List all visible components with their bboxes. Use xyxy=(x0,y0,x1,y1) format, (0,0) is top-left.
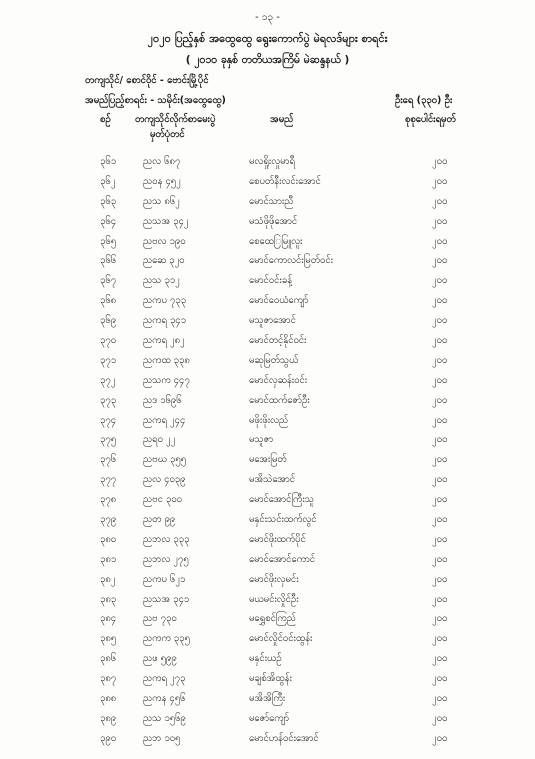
row-serial: ၃၇၇ xyxy=(100,474,117,486)
row-votes: ၂၀၀ xyxy=(432,514,448,526)
row-name: မသူဇာအောင် xyxy=(249,315,296,327)
table-row xyxy=(0,251,535,271)
row-serial: ၃၇၅ xyxy=(100,434,117,446)
row-name: မောင်သားညီ xyxy=(249,195,294,207)
column-header-registration: တကျသိုင်လိုက်စာမေးပွဲ xyxy=(135,114,216,125)
row-votes: ၂၀၀ xyxy=(432,454,448,466)
row-name: မသူဇာ xyxy=(249,434,274,446)
row-registration: ညတ ၉၉ xyxy=(143,514,176,526)
row-serial: ၃၇၈ xyxy=(100,494,117,506)
row-registration: ညကန ၄၅၆ xyxy=(143,693,186,705)
row-name: မဆုမြတ်သွယ် xyxy=(249,354,299,366)
row-serial: ၃၇၉ xyxy=(100,514,117,526)
document-subtitle: ( ၂၀၁၀ ခုနှစ် တတိယအကြိမ် မဲဆန္ဒနယ် ) xyxy=(185,54,350,66)
table-row xyxy=(0,470,535,490)
row-name: မောင်ဖိုးလှမင်း xyxy=(249,573,299,585)
table-row xyxy=(0,271,535,291)
row-votes: ၂၀၀ xyxy=(432,295,448,307)
table-row xyxy=(0,351,535,371)
row-votes: ၂၀၀ xyxy=(432,633,448,645)
row-registration: ညကထ ၃၃၈ xyxy=(143,354,190,366)
column-header-serial: စဉ် xyxy=(100,114,111,125)
row-serial: ၃၈၆ xyxy=(100,653,117,665)
row-registration: ညဗဃ ၃၅၅ xyxy=(143,454,186,466)
column-header-name: အမည် xyxy=(270,114,294,125)
row-serial: ၃၆၆ xyxy=(100,255,117,267)
table-row xyxy=(0,510,535,530)
table-row xyxy=(0,530,535,550)
row-votes: ၂၀၀ xyxy=(432,414,448,426)
row-registration: ညရ၀ ၂၂ xyxy=(143,434,176,446)
table-row xyxy=(0,152,535,172)
row-name: မနှင်းယဥ် xyxy=(249,653,282,665)
row-registration: ညကပ ၆၂၁ xyxy=(143,573,186,585)
row-serial: ၃၆၇ xyxy=(100,275,117,287)
column-header-registration-2: မှတ်ပုံတင် xyxy=(150,129,185,140)
table-row xyxy=(0,311,535,331)
row-votes: ၂၀၀ xyxy=(432,693,448,705)
row-serial: ၃၆၄ xyxy=(100,215,117,227)
row-name: မောင်ထက်ဇော်ဦး xyxy=(249,394,310,406)
table-row xyxy=(0,291,535,311)
row-name: မောင်လှိုင်ဝင်းထွန်း xyxy=(249,633,313,645)
row-name: မရွှေစင်ကြည် xyxy=(249,613,296,625)
table-row xyxy=(0,232,535,252)
row-votes: ၂၀၀ xyxy=(432,613,448,625)
row-name: မောင်အောင်ကြီးသူ xyxy=(249,494,314,506)
row-name: မောင်လှဆန်းဝင်း xyxy=(249,374,308,386)
column-header-votes: စုစုပေါင်းရမှတ် xyxy=(405,114,456,125)
row-name: မအေးမြတ် xyxy=(249,454,287,466)
row-serial: ၃၇၁ xyxy=(100,354,117,366)
row-registration: ညသ ၈၆၂ xyxy=(143,195,180,207)
row-serial: ၃၈၅ xyxy=(100,633,117,645)
table-row xyxy=(0,371,535,391)
row-registration: ညဗ ၇၃၀ xyxy=(143,613,177,625)
row-votes: ၂၀၀ xyxy=(432,335,448,347)
row-serial: ၃၇၀ xyxy=(100,335,117,347)
table-row xyxy=(0,391,535,411)
row-registration: ညကပ ၇၃၃ xyxy=(143,295,186,307)
row-name: မအိသဲအောင် xyxy=(249,474,296,486)
row-votes: ၂၀၀ xyxy=(432,494,448,506)
table-row xyxy=(0,192,535,212)
row-name: မောင်ဝင်းခန့် xyxy=(249,275,293,287)
row-votes: ၂၀၀ xyxy=(432,255,448,267)
candidate-line: အမည်ပြည့်စာရင်း - သမိုင်း(အထွေထွေ) xyxy=(85,95,226,106)
row-name: မောင်ဟန်ဝင်းအောင် xyxy=(249,732,319,744)
row-votes: ၂၀၀ xyxy=(432,235,448,247)
row-serial: ၃၆၁ xyxy=(100,156,117,167)
row-votes: ၂၀၀ xyxy=(432,673,448,685)
row-votes: ၂၀၀ xyxy=(432,593,448,605)
table-row xyxy=(0,450,535,470)
row-registration: ညဗင ၃၀၀ xyxy=(143,494,182,506)
votes-summary: ဦးရေ (၃၃၀) ဦး xyxy=(395,95,453,106)
row-registration: ညသ ၃၁၂ xyxy=(143,275,180,287)
table-row xyxy=(0,709,535,729)
row-name: မလရှိုးလှုမာရီ xyxy=(249,156,295,167)
table-row xyxy=(0,430,535,450)
row-name: မောင်အောင်ကောင် xyxy=(249,553,316,565)
row-name: မဖိုးဖိုးလည် xyxy=(249,414,289,426)
row-votes: ၂၀၀ xyxy=(432,533,448,545)
row-serial: ၃၈၈ xyxy=(100,693,117,705)
table-row xyxy=(0,331,535,351)
row-registration: ညဗလ ၁၉၀ xyxy=(143,235,186,247)
row-votes: ၂၀၀ xyxy=(432,573,448,585)
row-serial: ၃၈၉ xyxy=(100,712,117,724)
row-name: စေပတ်နီးလင်းအောင် xyxy=(249,175,321,187)
row-votes: ၂၀၀ xyxy=(432,215,448,227)
row-registration: ညကရ ၂၈၂ xyxy=(143,335,185,347)
row-serial: ၃၈၄ xyxy=(100,613,117,625)
row-votes: ၂၀၀ xyxy=(432,275,448,287)
row-votes: ၂၀၀ xyxy=(432,653,448,665)
row-serial: ၃၇၃ xyxy=(100,394,117,406)
table-row xyxy=(0,649,535,669)
row-serial: ၃၉၀ xyxy=(100,732,117,744)
row-name: မယမင်းလှိုင်ဦး xyxy=(249,593,299,605)
row-name: မောင်ကောလင်းမြတ်ဝင်း xyxy=(249,255,333,267)
row-registration: ညသက ၄၄၇ xyxy=(143,374,190,386)
table-row xyxy=(0,411,535,431)
row-registration: ညဒ ၁၆၉၆ xyxy=(143,394,182,406)
row-name: မောင်ဝေယံကျော် xyxy=(249,295,309,307)
row-serial: ၃၈၃ xyxy=(100,593,117,605)
row-name: မောင်တင့်နိုင်ဝင်း xyxy=(249,335,307,347)
row-votes: ၂၀၀ xyxy=(432,553,448,565)
table-row xyxy=(0,689,535,709)
row-registration: ညဘလ ၃၃၃ xyxy=(143,533,190,545)
row-name: မနှင်းသင်းထက်လွင် xyxy=(249,514,317,526)
row-votes: ၂၀၀ xyxy=(432,394,448,406)
row-votes: ၂၀၀ xyxy=(432,712,448,724)
document-title: ၂၀၂၀ ပြည့်နှစ် အထွေထွေ ရွေးကောက်ပွဲ မဲရလဒ်များ စာရင်း xyxy=(147,32,388,45)
row-name: မချစ်အိထွန်း xyxy=(249,673,292,685)
table-row xyxy=(0,669,535,689)
table-row xyxy=(0,609,535,629)
row-votes: ၂၀၀ xyxy=(432,195,448,207)
row-serial: ၃၈၂ xyxy=(100,573,116,585)
row-serial: ၃၆၂ xyxy=(100,175,116,187)
row-serial: ၃၇၆ xyxy=(100,454,117,466)
row-serial: ၃၆၉ xyxy=(100,315,117,327)
row-registration: ညဘ ၁၀၅ xyxy=(143,732,181,744)
row-votes: ၂၀၀ xyxy=(432,474,448,486)
row-votes: ၂၀၀ xyxy=(432,354,448,366)
row-name: မောင်ဖိုးထက်ပိုင် xyxy=(249,533,306,545)
row-votes: ၂၀၀ xyxy=(432,175,448,187)
page-number: - ၁၃ - xyxy=(255,12,280,23)
table-row xyxy=(0,490,535,510)
table-row xyxy=(0,550,535,570)
row-serial: ၃၆၅ xyxy=(100,235,117,247)
row-serial: ၃၈၀ xyxy=(100,533,117,545)
table-row xyxy=(0,590,535,610)
row-registration: ညသ ၁၅၆၉ xyxy=(143,712,186,724)
row-registration: ညဝန ၄၅၂ xyxy=(143,175,181,187)
row-votes: ၂၀၀ xyxy=(432,434,448,446)
row-votes: ၂၀၀ xyxy=(432,315,448,327)
row-name: မသံဖိုဖိုအောင် xyxy=(249,215,298,227)
row-serial: ၃၈၁ xyxy=(100,553,117,565)
row-registration: ညကရ ၂၇၃ xyxy=(143,673,186,685)
row-serial: ၃၈၇ xyxy=(100,673,117,685)
row-registration: ညကရ ၂၄၄ xyxy=(143,414,186,426)
table-row xyxy=(0,570,535,590)
row-registration: ညဘလ ၂၇၅ xyxy=(143,553,189,565)
row-serial: ၃၇၂ xyxy=(100,374,116,386)
row-serial: ၃၆၈ xyxy=(100,295,117,307)
row-registration: ညလ ၆၈၇ xyxy=(143,156,181,167)
row-name: မအိအိကြီး xyxy=(249,693,286,705)
voter-table xyxy=(0,152,535,749)
row-registration: ညလ ၄၀၃၉ xyxy=(143,474,186,486)
row-votes: ၂၀၀ xyxy=(432,732,448,744)
row-registration: ညဆေ ၃၂၀ xyxy=(143,255,185,267)
row-registration: ညကက ၃၃၅ xyxy=(143,633,190,645)
table-row xyxy=(0,629,535,649)
table-row xyxy=(0,172,535,192)
row-registration: ညသအ ၃၄၁ xyxy=(143,593,190,605)
row-registration: ညကရ ၃၄၁ xyxy=(143,315,186,327)
row-serial: ၃၇၄ xyxy=(100,414,117,426)
row-votes: ၂၀၀ xyxy=(432,374,448,386)
constituency-line: တကျသိုင်/ စောင်ဝိုင် - ဗောင်းမြို့ပိုင် xyxy=(85,75,209,86)
row-registration: ညသအ ၃၄၂ xyxy=(143,215,189,227)
table-row xyxy=(0,212,535,232)
row-name: စေထေြမြူလူး xyxy=(249,235,303,247)
row-votes: ၂၀၀ xyxy=(432,156,448,167)
table-row xyxy=(0,729,535,749)
row-registration: ညဖ ၅၉၉ xyxy=(143,653,177,665)
row-name: မဇော်ကျော် xyxy=(249,712,290,724)
row-serial: ၃၆၃ xyxy=(100,195,117,207)
